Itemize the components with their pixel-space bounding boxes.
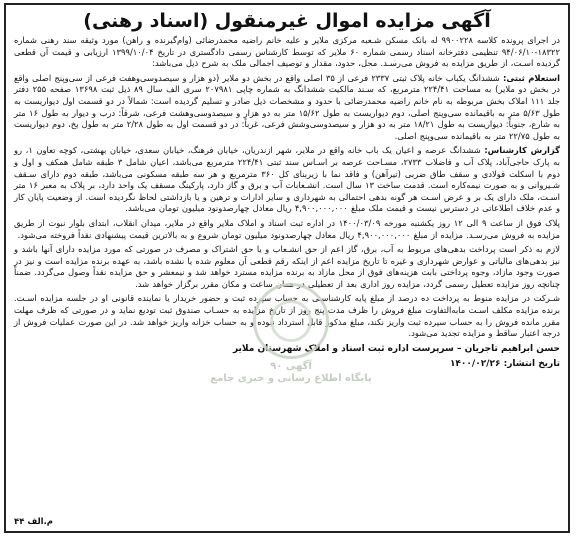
intro-paragraph: در اجرای پرونده کلاسه ۹۹۰۰۲۲۸ له بانک مسکن شـعبه مرکزی ملایر و علیه خانم راضیه محمدرضائی (وام‌گیرنده و راهن) مورد وثیقه سند رهنی شماره ۱۸۳۲۲-۹۴/۰۶/۱۰ تنظیمی دفترخانه اسناد رسمی شماره ۶۰ ملایر که توسط کارشناس رسمی دادگستری در تاریخ ۱۳۹۹/۱۰/۰۴ ارزیابی و قیمت آن قطعی گردیده اسـت، از طریق مزایده به فروش می‌رسـد. محل، حدود، مقدار و توصیف اجمالی ملک به شرح ذیل می‌باشد: bbox=[14, 35, 560, 69]
watermark-brand: آگهی ۹۰ bbox=[270, 361, 312, 372]
registry-paragraph bbox=[14, 73, 560, 143]
signature-line: حسن ابراهیم تاجریان – سرپرست اداره ثبت اسناد و املاک شهرستان ملایر bbox=[232, 343, 560, 354]
registry-text: ششدانگ یکباب خانه پلاک ثبتی ۲۳۳۷ فرعی از ۳۵ اصلی واقع در بخش دو ملایر (دو هزار و سیصدوسی‌وهفت فرعی از سی‌وپنج اصلی واقع در بخش دو ملایر) به مساحت ۲۲۴/۴۱ مترمربع، که سـند مالکیت ششدانگ به شماره چاپی ۲۰۷۹۸۱ سری الف سال ۸۹ ذیل ثبت ۱۳۶۹۸ صفحه ۲۵۵ دفتر جلد ۱۱۱ املاک بخش مربوطه به نام خانم راضیه محمدرضائی با حدود و مشخصات ذیل صادر و تسلیم گردیده است: شمالاً در دو قسمت اول دیواریست به طول ۵/۶۳ متر به باقیمانده سی‌وپنج اصلی، دوم دیواریست به طول ۱۵/۶۲ متر به دو هزار و سیصدوسی‌وهشت فرعی، شرقاً: درب و دیوار به طول ۱۶ متر به شارع، جنوباً: دیواریست به طول ۱۸/۲۱ متر به دو هزار و سیصدوسی‌وشش فرعی، غرباً: در دو قسمت اول به طول ۲/۲۸ متر به طول یخ، دوم دیواریست به طول ۲۲/۷۵ متر به باقیمانده سی‌وپنج اصلی. bbox=[14, 72, 561, 141]
expert-text: ششدانگ عرصه و اعیان یک باب خانه واقع در ملایر، شهر ازندریان، خیابان فرهنگ، خیابان سعدی، خیابان بهشتی، کوچه تعاون ۱، رو به پارک حاجی‌آباد، پلاک آب و فاضلاب ۲۷۳۳، مسـاحت عرصه بر اسـاس سند ثبتی ۲۲۴/۴۱ مترمربع می‌باشد، اعیان شامل ۳ طبقه شامل همکف و اول و دوم با اسکلت فولادی و سقف طاق ضربی (تیرآهن) و فاقد نما با زیربنای کل ۳۶۰ مترمربع و هر سه طبقه مسکونی می‌باشد، طبقه دوم دارای سـقف شـیروانی و به صورت نیمه‌کاره است. قدمت ساخت ۱۳ سال است. انشـعابات آب و برق و گاز دارد، پارکینگ مسقف یک واحد دارد، بر پلاک به معبر ۱۶ متر اسـت، ملک دارای یک بر و عرض اسـت هر گونه بدهی احتمالی به شهرداری و سایر ادارات و ترهین و یا بازداشتی لحاظ نگردیده است. از وضعیت پایان کار و عدم خلاف اطلاعاتی در دسترس نیست و قیمت ملک مبلغ ۴,۹۰۰,۰۰۰,۰۰۰ ریال معادل چهارصدونود میلیون تومان می‌باشد. bbox=[14, 145, 561, 214]
notice-title: آگهی مزایده اموال غیرمنقول (اسناد رهنی) bbox=[83, 10, 491, 32]
expert-lead: گزارش کارشناس: bbox=[484, 145, 560, 156]
publish-date: تاریخ انتشار: ۱۴۰۰/۰۲/۲۶ bbox=[449, 358, 560, 369]
auction-notice bbox=[4, 3, 570, 533]
registry-lead: استعلام ثبتی: bbox=[503, 72, 560, 83]
terms-paragraph: لازم به ذکر است پرداخت بدهی‌های مربوط به آب، برق، گاز اعم از حق انشـعاب و یا حق اشتراک و مصرف در صورتی که مورد مزایده دارای آنها باشد و نیز بدهی‌های مالیاتی و عوارض شهرداری و غیره تا تاریخ مزایده اعم از اینکه رقم قطعی آن معلوم شده یا نشده باشد، به عهده برنده مزایده است و نیز در صورت وجود مازاد، وجوه پرداختی بابت هزینه‌های فوق از محل مازاد به برنده مزایده مسترد خواهد شد و نیمعشر و حق مزایده نقداً وصول می‌گردد. ضمناً چنانچه روز مزایده تعطیل رسمی گردد، مزایده روز اداری بعد از تعطیلی در همان ساعت و مکان مقرر برگزار خواهد شد. bbox=[14, 244, 560, 289]
notice-code: م.الف ۴۴ bbox=[14, 517, 54, 527]
footer bbox=[14, 517, 560, 527]
expert-paragraph bbox=[14, 145, 560, 215]
conditions-paragraph: شـرکت در مزایده منوط به پرداخت ده درصد از مبلغ پایه کارشناسـی به حساب سپرده ثبت و حضور خریدار یا نماینده قانونی او در جلسه مزایده اسـت. برنده مزایده مکلف اسـت مابه‌التفاوت مبلغ فروش را ظرف مدت پنج روز از تاریخ مزایده به حسـاب صندوق ثبت تودیع نماید و در صورتی که ظرف مهلت مقرر مانده فروش را به حساب سپرده ثبت واریز نکند، مبلغ مذکور قابل استرداد نبوده و به حساب خزانه واریز خواهد شد. در این صورت عملیات فروش از درجه اعتبار ساقط و مزایده تجدید می‌شود. bbox=[14, 293, 560, 339]
auction-paragraph: پلاک فوق از ساعت ۹ الی ۱۲ روز یکشنبه مورخه ۱۴۰۰/۰۳/۰۹ در اداره ثبت اسناد و املاک ملایر واقع در ملایر، میدان انقلاب، ابتدای بلوار نبوت از طریق مزایده به فروش می‌رسـد. مزایده از مبلغ ۴,۹۰۰,۰۰۰,۰۰۰ ریال معادل چهارصدونود میلیون تومان شروع و به بالاترین قیمت پیشنهادی نقداً فروخته می‌شود. bbox=[14, 217, 560, 240]
watermark-text: پایگاه اطلاع رسانی و خبری جامع bbox=[210, 373, 372, 384]
